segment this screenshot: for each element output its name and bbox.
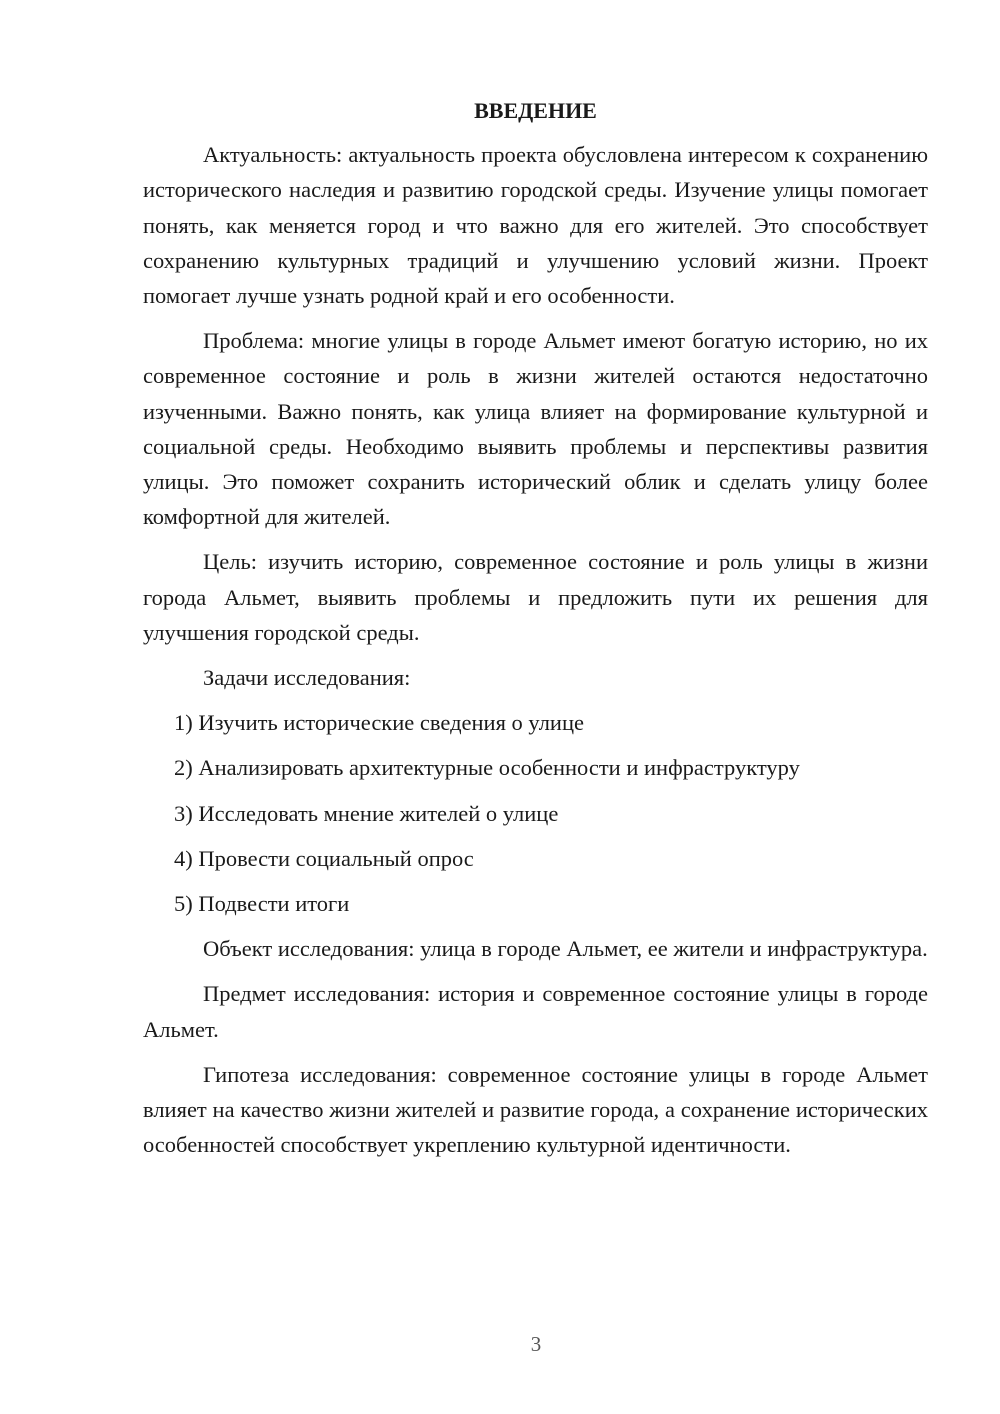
- paragraph-relevance: Актуальность: актуальность проекта обусловлена интересом к сохранению исторического наследия и развитию городской среды. Изучение улицы помогает понять, как меняется город и что важно для его жителей. Это способствует сохранению культурных традиций и улучшению условий жизни. Проект помогает лучше узнать родной край и его особенности.: [143, 142, 928, 309]
- paragraph-object: Объект исследования: улица в городе Альмет, ее жители и инфраструктура.: [203, 936, 928, 962]
- paragraph-subject: Предмет исследования: история и современное состояние улицы в городе Альмет.: [143, 981, 928, 1042]
- paragraph-goal: Цель: изучить историю, современное состояние и роль улицы в жизни города Альмет, выявить проблемы и предложить пути их решения для улучшения городской среды.: [143, 549, 928, 645]
- tasks-title: Задачи исследования:: [203, 665, 411, 691]
- page-content: [143, 93, 928, 1162]
- section-heading: ВВЕДЕНИЕ: [474, 98, 597, 123]
- task-item: 3) Исследовать мнение жителей о улице: [174, 800, 559, 826]
- page-number: 3: [530, 1332, 542, 1356]
- task-item: 2) Анализировать архитектурные особенности и инфраструктуру: [174, 755, 800, 781]
- paragraph-hypothesis: Гипотеза исследования: современное состояние улицы в городе Альмет влияет на качество жизни жителей и развитие города, а сохранение исторических особенностей способствует укреплению культурной идентичности.: [143, 1061, 928, 1158]
- task-item: 1) Изучить исторические сведения о улице: [174, 710, 584, 736]
- task-item: 4) Провести социальный опрос: [174, 845, 474, 871]
- task-item: 5) Подвести итоги: [174, 891, 350, 917]
- paragraph-problem: Проблема: многие улицы в городе Альмет имеют богатую историю, но их современное состояние и роль в жизни жителей остаются недостаточно изученными. Важно понять, как улица влияет на формирование культурной и социальной среды. Необходимо выявить проблемы и перспективы развития улицы. Это поможет сохранить исторический облик и сделать улицу более комфортной для жителей.: [143, 328, 928, 530]
